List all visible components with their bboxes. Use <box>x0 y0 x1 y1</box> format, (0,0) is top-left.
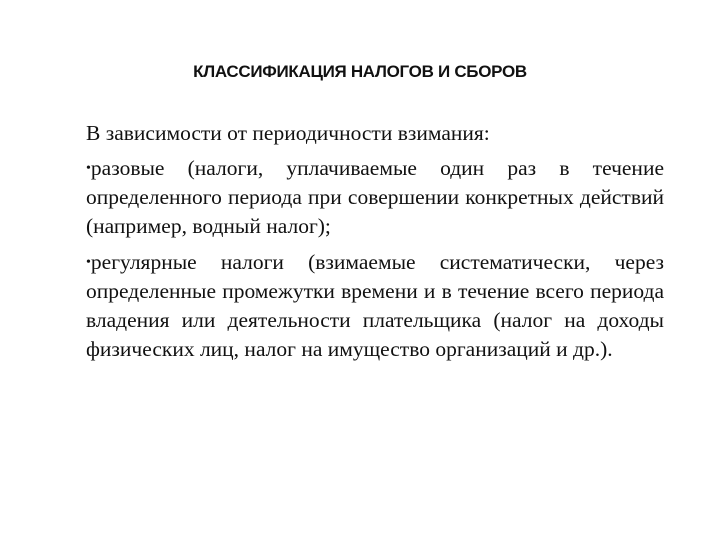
slide-title: КЛАССИФИКАЦИЯ НАЛОГОВ И СБОРОВ <box>193 62 527 81</box>
slide-body <box>86 119 664 371</box>
list-item-one-time-taxes <box>86 154 664 241</box>
bullet-icon: • <box>86 255 91 270</box>
bullet-icon: • <box>86 161 91 176</box>
list-item-regular-taxes <box>86 248 664 364</box>
list-item-text: регулярные налоги (взимаемые систематически, через определенные промежутки времени и в течение всего периода владения или деятельности плательщика (налог на доходы физических лиц, налог на имущество организаций и др.). <box>86 250 664 361</box>
list-item-text: разовые (налоги, уплачиваемые один раз в течение определенного периода при совершении конкретных действий (например, водный налог); <box>86 156 664 238</box>
intro-text: В зависимости от периодичности взимания: <box>86 121 490 145</box>
